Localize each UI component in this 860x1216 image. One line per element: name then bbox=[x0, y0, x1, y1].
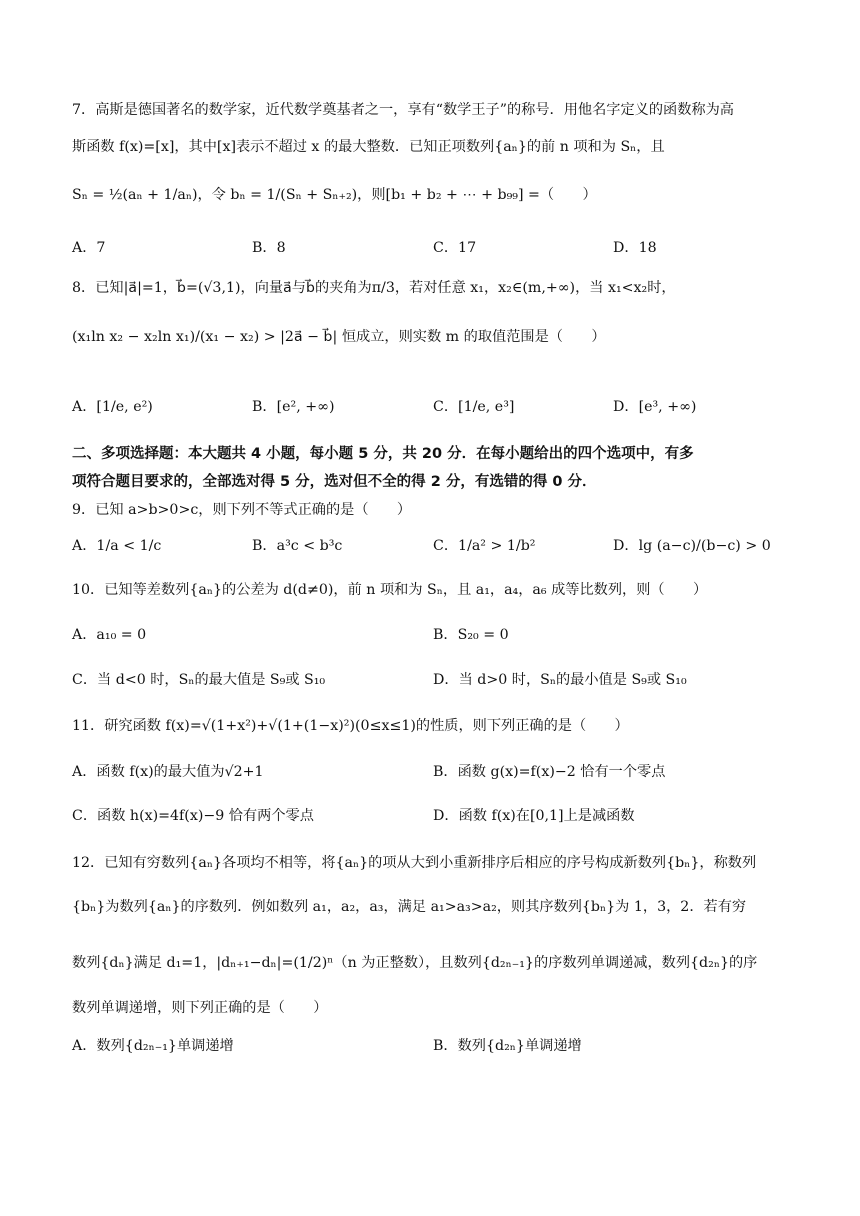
q8-line-1: 8．已知|a⃗|=1，b⃗=(√3,1)，向量a⃗与b⃗的夹角为π/3，若对任意 x₁，x₂∈(m,+∞)，当 x₁<x₂时， bbox=[72, 280, 676, 296]
q7-option-a[interactable]: A．7 bbox=[72, 240, 106, 256]
q9-option-c[interactable]: C．1/a² > 1/b² bbox=[433, 538, 536, 554]
q10-option-a[interactable]: A．a₁₀ = 0 bbox=[72, 627, 147, 643]
q11-option-a[interactable]: A．函数 f(x)的最大值为√2+1 bbox=[72, 764, 264, 780]
q12-line-1: 12．已知有穷数列{aₙ}各项均不相等，将{aₙ}的项从大到小重新排序后相应的序号构成新数列{bₙ}，称数列 bbox=[72, 855, 757, 871]
section-2-heading-line-2: 项符合题目要求的，全部选对得 5 分，选对但不全的得 2 分，有选错的得 0 分． bbox=[72, 474, 597, 490]
q10-stem: 10．已知等差数列{aₙ}的公差为 d(d≠0)，前 n 项和为 Sₙ，且 a₁，a₄，a₆ 成等比数列，则（ ） bbox=[72, 582, 708, 598]
q8-option-d[interactable]: D．[e³, +∞) bbox=[613, 399, 697, 415]
section-2-heading-line-1: 二、多项选择题：本大题共 4 小题，每小题 5 分，共 20 分．在每小题给出的四个选项中，有多 bbox=[72, 446, 694, 462]
q12-option-a[interactable]: A．数列{d₂ₙ₋₁}单调递增 bbox=[72, 1038, 234, 1054]
q11-option-c[interactable]: C．函数 h(x)=4f(x)−9 恰有两个零点 bbox=[72, 808, 314, 824]
q10-option-c[interactable]: C．当 d<0 时，Sₙ的最大值是 S₉或 S₁₀ bbox=[72, 672, 326, 688]
q9-option-a[interactable]: A．1/a < 1/c bbox=[72, 538, 162, 554]
q11-option-d[interactable]: D．函数 f(x)在[0,1]上是减函数 bbox=[433, 808, 635, 824]
q8-line-2: (x₁ln x₂ − x₂ln x₁)/(x₁ − x₂) > |2a⃗ − b⃗| 恒成立，则实数 m 的取值范围是（ ） bbox=[72, 329, 606, 345]
q7-option-c[interactable]: C．17 bbox=[433, 240, 477, 256]
q9-stem: 9．已知 a>b>0>c，则下列不等式正确的是（ ） bbox=[72, 502, 412, 518]
q7-line-1: 7．高斯是德国著名的数学家，近代数学奠基者之一，享有“数学王子”的称号．用他名字定义的函数称为高 bbox=[72, 102, 734, 118]
q12-line-2: {bₙ}为数列{aₙ}的序数列．例如数列 a₁，a₂，a₃，满足 a₁>a₃>a₂，则其序数列{bₙ}为 1，3，2．若有穷 bbox=[72, 899, 747, 915]
q8-option-b[interactable]: B．[e², +∞) bbox=[252, 399, 335, 415]
q11-stem: 11．研究函数 f(x)=√(1+x²)+√(1+(1−x)²)(0≤x≤1)的性质，则下列正确的是（ ） bbox=[72, 718, 629, 734]
q8-option-c[interactable]: C．[1/e, e³] bbox=[433, 399, 515, 415]
q12-line-3: 数列{dₙ}满足 d₁=1，|dₙ₊₁−dₙ|=(1/2)ⁿ（n 为正整数），且数列{d₂ₙ₋₁}的序数列单调递减，数列{d₂ₙ}的序 bbox=[72, 955, 758, 971]
q12-line-4: 数列单调递增，则下列正确的是（ ） bbox=[72, 1000, 328, 1016]
q7-option-b[interactable]: B．8 bbox=[252, 240, 286, 256]
q7-option-d[interactable]: D．18 bbox=[613, 240, 657, 256]
q10-option-b[interactable]: B．S₂₀ = 0 bbox=[433, 627, 509, 643]
q8-option-a[interactable]: A．[1/e, e²) bbox=[72, 399, 153, 415]
q9-option-d[interactable]: D．lg (a−c)/(b−c) > 0 bbox=[613, 538, 771, 554]
q10-option-d[interactable]: D．当 d>0 时，Sₙ的最小值是 S₉或 S₁₀ bbox=[433, 672, 687, 688]
q7-line-2: 斯函数 f(x)=[x]，其中[x]表示不超过 x 的最大整数．已知正项数列{aₙ}的前 n 项和为 Sₙ，且 bbox=[72, 139, 665, 155]
q11-option-b[interactable]: B．函数 g(x)=f(x)−2 恰有一个零点 bbox=[433, 764, 666, 780]
q12-option-b[interactable]: B．数列{d₂ₙ}单调递增 bbox=[433, 1038, 582, 1054]
q9-option-b[interactable]: B．a³c < b³c bbox=[252, 538, 343, 554]
q7-line-3: Sₙ = ½(aₙ + 1/aₙ)，令 bₙ = 1/(Sₙ + Sₙ₊₂)，则[b₁ + b₂ + ⋯ + b₉₉] =（ ） bbox=[72, 187, 597, 203]
